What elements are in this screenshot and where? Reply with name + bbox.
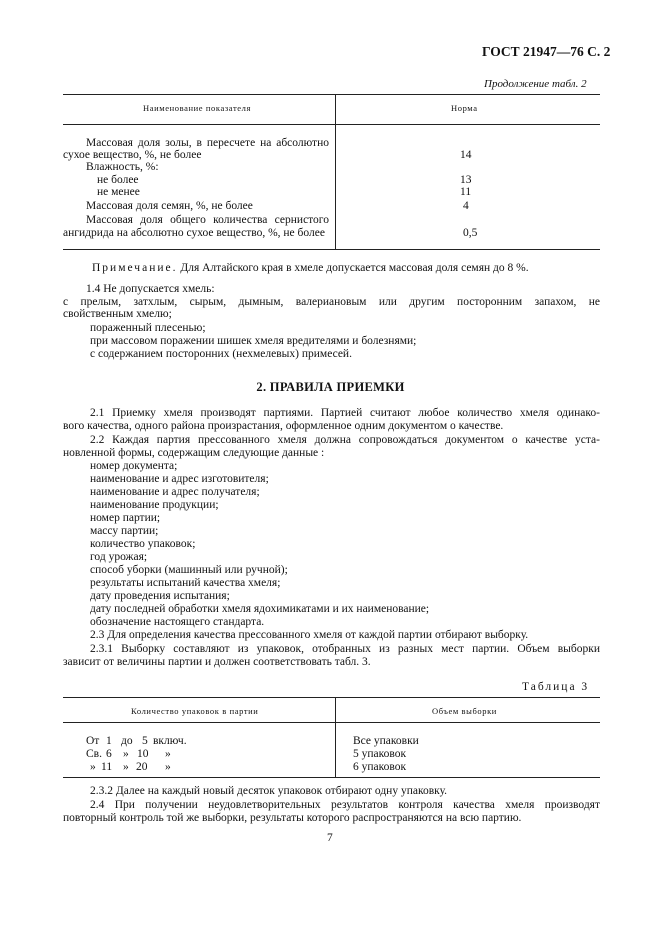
qty-to: 20 — [136, 761, 148, 773]
table-top-rule — [63, 94, 600, 95]
table-top-rule — [63, 697, 600, 698]
qty-from: 1 — [106, 735, 112, 747]
clause-2-3: 2.3 Для определения качества прессованного хмеля от каждой партии отбирают выборку. — [90, 629, 529, 641]
list-item: количество упаковок; — [90, 538, 196, 550]
table-row-name: Массовая доля общего количества сернистого — [86, 214, 329, 226]
column-header-name: Наименование показателя — [143, 103, 252, 113]
table-row-name: ангидрида на абсолютно сухое вещество, %, не более — [63, 227, 325, 239]
clause-2-3-1: 2.3.1 Выборку составляют из упаковок, отобранных из разных мест партии. Объем выборки — [90, 643, 600, 655]
list-item: наименование и адрес получателя; — [90, 486, 260, 498]
clause-2-1: 2.1 Приемку хмеля производят партиями. Партией считают любое количество хмеля одинако- — [90, 407, 600, 419]
table-row-name: сухое вещество, %, не более — [63, 149, 202, 161]
clause-2-3-1-cont: зависит от величины партии и должен соответствовать табл. 3. — [63, 656, 371, 668]
table-bottom-rule — [63, 249, 600, 250]
table-row-name: Влажность, %: — [86, 161, 159, 173]
clause-2-2-cont: новленной формы, содержащим следующие данные : — [63, 447, 325, 459]
clause-1-4-item: свойственным хмелю; — [63, 308, 172, 320]
table-row-name: Массовая доля золы, в пересчете на абсолютно — [86, 137, 329, 149]
table-header-rule — [63, 722, 600, 723]
table-row-name: Массовая доля семян, %, не более — [86, 200, 253, 212]
table-bottom-rule — [63, 777, 600, 778]
qty-sep: » — [123, 748, 129, 760]
clause-1-4-title: 1.4 Не допускается хмель: — [86, 283, 215, 295]
column-header-norm: Норма — [451, 103, 478, 113]
clause-2-3-2: 2.3.2 Далее на каждый новый десяток упаковок отбирают одну упаковку. — [90, 785, 448, 797]
note-text: Для Алтайского края в хмеле допускается массовая доля семян до 8 %. — [180, 262, 529, 274]
qty-to: 5 — [142, 735, 148, 747]
table-row-name: не более — [97, 174, 139, 186]
section-title: 2. ПРАВИЛА ПРИЕМКИ — [256, 380, 405, 394]
table-row-value: 14 — [460, 149, 472, 161]
clause-1-4-item: с содержанием посторонних (нехмелевых) примесей. — [90, 348, 352, 360]
table-row-value: 11 — [460, 186, 472, 198]
table-note — [92, 262, 529, 274]
table-header-divider — [335, 94, 336, 124]
list-item: наименование и адрес изготовителя; — [90, 473, 269, 485]
table-row-value: 13 — [460, 174, 472, 186]
table-3-caption: Таблица 3 — [522, 681, 590, 693]
qty-prefix: От — [86, 735, 100, 747]
qty-suffix: » — [165, 761, 171, 773]
document-code: ГОСТ 21947—76 С. 2 — [482, 44, 611, 59]
table-body-divider — [335, 124, 336, 249]
clause-2-4-cont: повторный контроль той же выборки, результаты которого распространяются на всю партию. — [63, 812, 522, 824]
table-header-rule — [63, 124, 600, 125]
note-label: Примечание. — [92, 262, 178, 274]
qty-prefix: » — [90, 761, 96, 773]
list-item: дату последней обработки хмеля ядохимикатами и их наименование; — [90, 603, 430, 615]
table-continuation-label: Продолжение табл. 2 — [484, 78, 587, 90]
table-header-divider — [335, 697, 336, 722]
sample-volume: Все упаковки — [353, 735, 419, 747]
qty-from: 11 — [101, 761, 113, 773]
list-item: массу партии; — [90, 525, 159, 537]
table-row-value: 0,5 — [463, 227, 478, 239]
qty-suffix: включ. — [153, 735, 187, 747]
list-item: номер документа; — [90, 460, 178, 472]
table-body-divider — [335, 722, 336, 777]
column-header-volume: Объем выборки — [432, 706, 497, 716]
clause-1-4-item: пораженный плесенью; — [90, 322, 206, 334]
clause-1-4-item: с прелым, затхлым, сырым, дымным, валериановым или другим посторонним запахом, не — [63, 296, 600, 308]
column-header-qty: Количество упаковок в партии — [131, 706, 259, 716]
list-item: номер партии; — [90, 512, 161, 524]
sample-volume: 6 упаковок — [353, 761, 407, 773]
table-row-name: не менее — [97, 186, 140, 198]
clause-2-4: 2.4 При получении неудовлетворительных результатов контроля качества хмеля производят — [90, 799, 600, 811]
list-item: дату проведения испытания; — [90, 590, 230, 602]
qty-to: 10 — [137, 748, 149, 760]
qty-sep: » — [123, 761, 129, 773]
clause-2-2: 2.2 Каждая партия прессованного хмеля должна сопровождаться документом о качестве уста- — [90, 434, 600, 446]
table-row-value: 4 — [463, 200, 469, 212]
qty-suffix: » — [165, 748, 171, 760]
clause-1-4-item: при массовом поражении шишек хмеля вредителями и болезнями; — [90, 335, 417, 347]
list-item: способ уборки (машинный или ручной); — [90, 564, 288, 576]
list-item: наименование продукции; — [90, 499, 219, 511]
page-number: 7 — [327, 832, 333, 844]
sample-volume: 5 упаковок — [353, 748, 407, 760]
clause-2-1-cont: вого качества, одного района произрастания, оформленное одним документом о качестве. — [63, 420, 504, 432]
qty-sep: до — [121, 735, 133, 747]
list-item: обозначение настоящего стандарта. — [90, 616, 265, 628]
list-item: результаты испытаний качества хмеля; — [90, 577, 281, 589]
qty-from: 6 — [106, 748, 112, 760]
qty-prefix: Св. — [86, 748, 102, 760]
list-item: год урожая; — [90, 551, 148, 563]
